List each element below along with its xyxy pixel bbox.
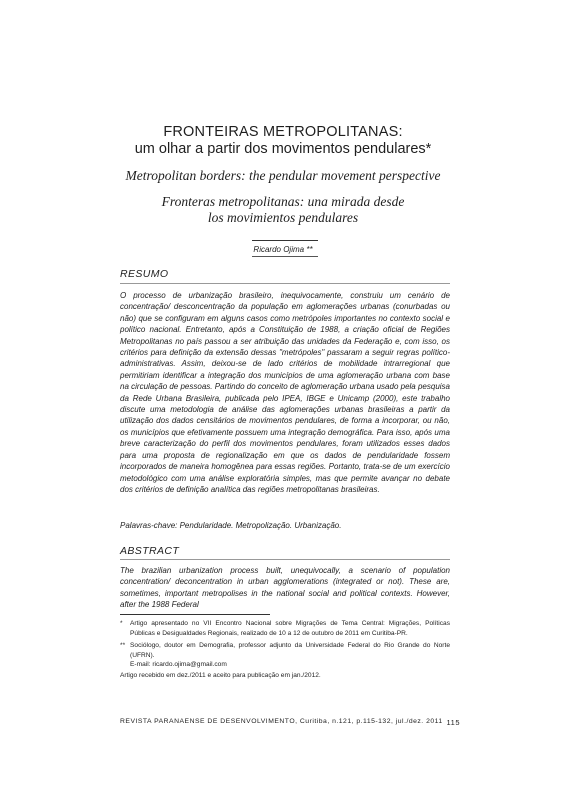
journal-citation: REVISTA PARANAENSE DE DESENVOLVIMENTO, Curitiba, n.121, p.115-132, jul./dez. 2011 <box>120 718 443 725</box>
title-spanish-line1: Fronteras metropolitanas: una mirada desde <box>161 194 405 209</box>
footnote-1-mark: * <box>120 620 123 627</box>
author-divider <box>252 240 318 241</box>
title-english: Metropolitan borders: the pendular movement perspective <box>125 168 441 183</box>
abstract-body: The brazilian urbanization process built, unequivocally, a scenario of population concentration/ deconcentration in urban agglomerations (integrated or not). These are, sometimes, important metropolises in the national social and political contexts. However, after the 1988 Federal <box>120 566 450 610</box>
footnote-1-text: Artigo apresentado no VII Encontro Nacional sobre Migrações de Tema Central: Migrações, Políticas Públicas e Desigualdades Regionais, realizado de 10 a 12 de outubro de 2011 em Curitiba-PR. <box>130 620 450 637</box>
page-number: 115 <box>446 718 460 727</box>
title-spanish-line2: los movimientos pendulares <box>207 210 359 225</box>
title-block <box>0 124 566 226</box>
footnote-2-email: E-mail: ricardo.ojima@gmail.com <box>130 661 227 669</box>
footnote-1 <box>120 619 450 638</box>
title-subtitle: um olhar a partir dos movimentos pendulares* <box>134 141 432 157</box>
abstract-divider <box>120 559 450 560</box>
author-underline <box>252 256 318 257</box>
resumo-divider <box>120 283 450 284</box>
abstract-heading: ABSTRACT <box>120 545 180 557</box>
received-note: Artigo recebido em dez./2011 e aceito para publicação em jan./2012. <box>120 671 321 679</box>
footnote-2-text: Sociólogo, doutor em Demografia, professor adjunto da Universidade Federal do Rio Grande do Norte (UFRN). <box>130 642 450 659</box>
resumo-body: O processo de urbanização brasileiro, inequivocamente, construiu um cenário de concentração/ desconcentração da população em aglomerações urbanas (conurbadas ou não) que se configuram em alguns casos como metrópoles importantes no contexto social e político nacional. Entretanto, após a Constituição de 1988, a criação oficial de Regiões Metropolitanas no país passou a ser atribuição das unidades da Federação e, com isso, os critérios para definição da extensão dessas "metrópoles" passaram a seguir regras político-administrativas. Assim, deixou-se de lado critérios de mobilidade intrarregional que permitiriam identificar a integração dos municípios de uma aglomeração urbana com base na circulação de pessoas. Partindo do conceito de aglomeração urbana usado pela pesquisa da Rede Urbana Brasileira, publicada pelo IPEA, IBGE e Unicamp (2000), este trabalho discute uma metodologia de análise das aglomerações urbanas brasileiras a partir da utilização dos dados censitários de movimentos pendulares, de forma a incorporar, ou não, os municípios que efetivamente possuem uma integração demográfica. Para isso, após uma breve caracterização do perfil dos movimentos pendulares, foram utilizados esses dados para uma proposta de regionalização em que os dados de pendularidade fossem incorporados de maneira homogênea para essas regiões. Portanto, trata-se de um exercício metodológico com uma análise exploratória simples, mas que permite avançar no debate dos critérios de definição analítica das regiões metropolitanas brasileiras. <box>120 291 450 494</box>
keywords: Palavras-chave: Pendularidade. Metropolização. Urbanização. <box>120 521 342 530</box>
author-name: Ricardo Ojima ** <box>253 245 313 254</box>
footnotes <box>120 619 450 681</box>
footnote-2-mark: ** <box>120 642 126 650</box>
footnote-divider <box>120 614 270 615</box>
resumo-heading: RESUMO <box>120 268 169 280</box>
title-main: FRONTEIRAS METROPOLITANAS: <box>163 124 403 140</box>
footnote-2 <box>120 641 450 670</box>
